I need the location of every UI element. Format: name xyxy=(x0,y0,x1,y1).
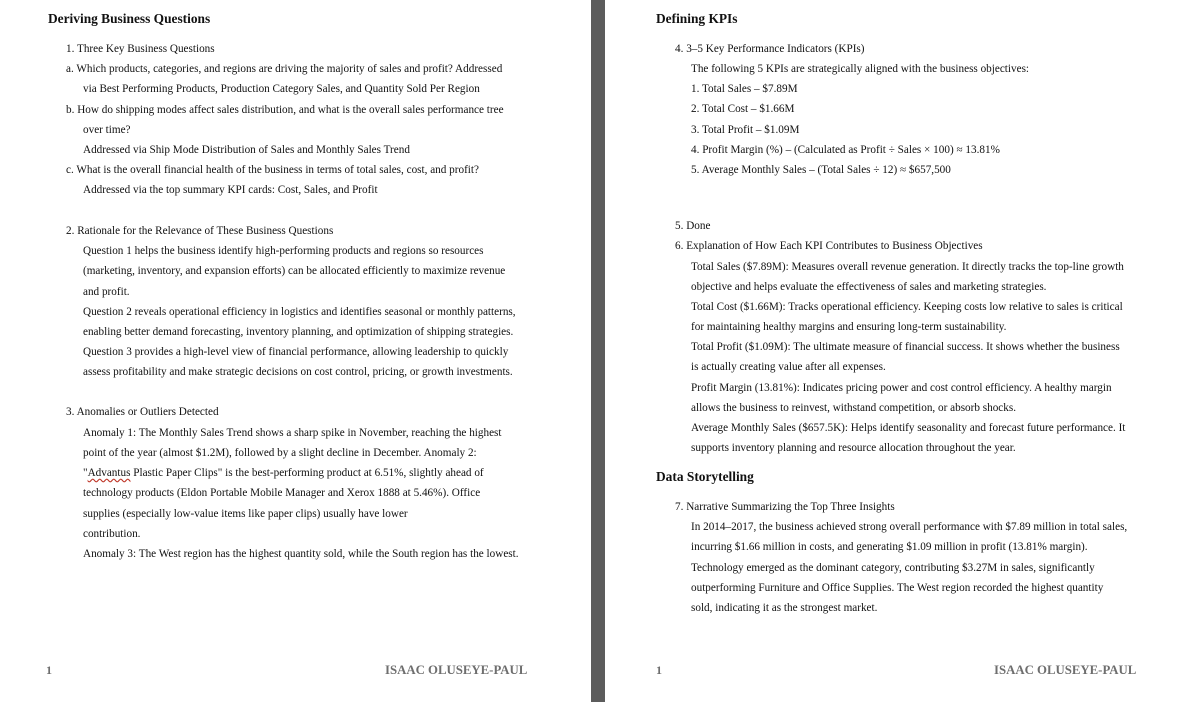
text-line: Average Monthly Sales ($657.5K): Helps identify seasonality and forecast future performance. It xyxy=(691,422,1126,434)
page-footer: ISAAC OLUSEYE-PAUL xyxy=(385,663,528,677)
text-line: is actually creating value after all expenses. xyxy=(691,361,886,373)
text-line: via Best Performing Products, Production Category Sales, and Quantity Sold Per Region xyxy=(83,83,480,95)
text-line: incurring $1.66 million in costs, and generating $1.09 million in profit (13.81% margin). xyxy=(691,541,1088,553)
text-line: "Advantus Plastic Paper Clips" is the best-performing product at 6.51%, slightly ahead of xyxy=(83,467,484,479)
text-line: outperforming Furniture and Office Supplies. The West region recorded the highest quantity xyxy=(691,582,1104,594)
text-line: enabling better demand forecasting, inventory planning, and optimization of shipping strategies. xyxy=(83,326,514,338)
page-number: 1 xyxy=(46,663,52,677)
page-footer: ISAAC OLUSEYE-PAUL xyxy=(994,663,1137,677)
text-line: (marketing, inventory, and expansion efforts) can be allocated efficiently to maximize revenue xyxy=(83,265,506,277)
section-heading: Data Storytelling xyxy=(656,469,754,484)
kpi-item: 3. Total Profit – $1.09M xyxy=(691,124,800,136)
text-line: point of the year (almost $1.2M), followed by a slight decline in December. Anomaly 2: xyxy=(83,447,477,459)
text-line: objective and helps evaluate the effectiveness of sales and marketing strategies. xyxy=(691,281,1047,293)
text-line: Anomaly 1: The Monthly Sales Trend shows a sharp spike in November, reaching the highest xyxy=(83,427,502,439)
list-item: 5. Done xyxy=(675,220,711,232)
text-line: Anomaly 3: The West region has the highest quantity sold, while the South region has the lowest. xyxy=(83,548,519,560)
kpi-item: 1. Total Sales – $7.89M xyxy=(691,83,798,95)
spellcheck-flagged-word: Advantus xyxy=(87,467,131,479)
text-line: Total Sales ($7.89M): Measures overall revenue generation. It directly tracks the top-line growth xyxy=(691,261,1124,273)
text-line: Addressed via the top summary KPI cards: Cost, Sales, and Profit xyxy=(83,184,378,196)
text-line: Profit Margin (13.81%): Indicates pricing power and cost control efficiency. A healthy margin xyxy=(691,382,1112,394)
list-item: c. What is the overall financial health of the business in terms of total sales, cost, and profit? xyxy=(66,164,479,176)
list-item: 4. 3–5 Key Performance Indicators (KPIs) xyxy=(675,43,865,55)
text-line: Technology emerged as the dominant category, contributing $3.27M in sales, significantly xyxy=(691,562,1095,574)
list-item: 1. Three Key Business Questions xyxy=(66,43,215,55)
text-line: In 2014–2017, the business achieved strong overall performance with $7.89 million in total sales, xyxy=(691,521,1128,533)
text-line: over time? xyxy=(83,124,131,136)
list-item: a. Which products, categories, and regions are driving the majority of sales and profit? Addressed xyxy=(66,63,503,75)
list-item: 6. Explanation of How Each KPI Contributes to Business Objectives xyxy=(675,240,983,252)
text-line: Question 3 provides a high-level view of financial performance, allowing leadership to quickly xyxy=(83,346,509,358)
text-line: sold, indicating it as the strongest market. xyxy=(691,602,878,614)
text-line: Question 2 reveals operational efficiency in logistics and identifies seasonal or monthly patterns, xyxy=(83,306,516,318)
document-page-left xyxy=(0,0,591,702)
list-item: 2. Rationale for the Relevance of These Business Questions xyxy=(66,225,334,237)
text-line: Question 1 helps the business identify high-performing products and regions so resources xyxy=(83,245,484,257)
section-heading: Defining KPIs xyxy=(656,11,738,26)
text-line: for maintaining healthy margins and ensuring long-term sustainability. xyxy=(691,321,1007,333)
list-item: 3. Anomalies or Outliers Detected xyxy=(66,406,219,418)
page-number: 1 xyxy=(656,663,662,677)
text-line: contribution. xyxy=(83,528,141,540)
section-heading: Deriving Business Questions xyxy=(48,11,211,26)
text-line: assess profitability and make strategic decisions on cost control, pricing, or growth investments. xyxy=(83,366,513,378)
text-line: technology products (Eldon Portable Mobile Manager and Xerox 1888 at 5.46%). Office xyxy=(83,487,481,499)
text-line: and profit. xyxy=(83,286,130,298)
kpi-item: 2. Total Cost – $1.66M xyxy=(691,103,795,115)
list-item: b. How do shipping modes affect sales distribution, and what is the overall sales performance tree xyxy=(66,104,504,116)
text-line: supplies (especially low-value items like paper clips) usually have lower xyxy=(83,508,408,520)
text-line: allows the business to reinvest, withstand competition, or absorb shocks. xyxy=(691,402,1017,414)
list-item: 7. Narrative Summarizing the Top Three Insights xyxy=(675,501,895,513)
kpi-item: 4. Profit Margin (%) – (Calculated as Profit ÷ Sales × 100) ≈ 13.81% xyxy=(691,144,1000,156)
text-line: supports inventory planning and resource allocation throughout the year. xyxy=(691,442,1016,454)
text-line: Total Profit ($1.09M): The ultimate measure of financial success. It shows whether the business xyxy=(691,341,1120,353)
text-line: Total Cost ($1.66M): Tracks operational efficiency. Keeping costs low relative to sales is critical xyxy=(691,301,1123,313)
document-page-right xyxy=(605,0,1200,702)
text-line: Addressed via Ship Mode Distribution of Sales and Monthly Sales Trend xyxy=(83,144,410,156)
kpi-item: 5. Average Monthly Sales – (Total Sales ÷ 12) ≈ $657,500 xyxy=(691,164,951,176)
text-line: The following 5 KPIs are strategically aligned with the business objectives: xyxy=(691,63,1030,75)
